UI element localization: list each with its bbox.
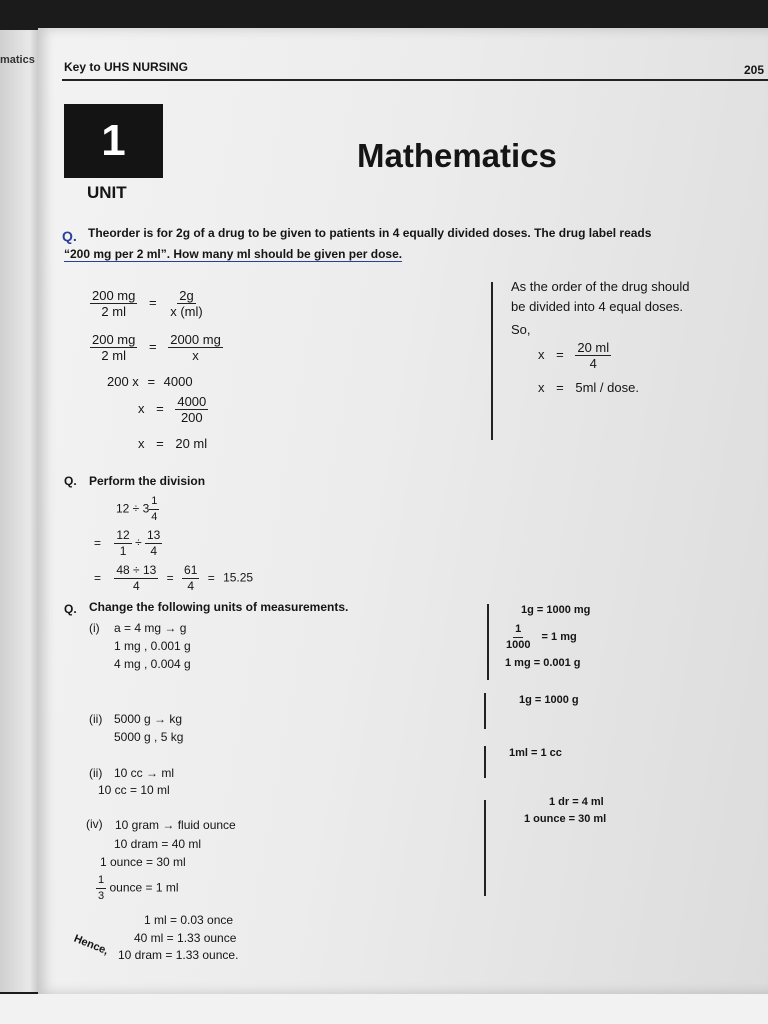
side-s2-rhs: = 1 mg bbox=[541, 631, 577, 644]
q1-alt-line2: be divided into 4 equal doses. bbox=[511, 299, 684, 314]
side-divider-1 bbox=[487, 604, 489, 680]
q3-i-label: (i) bbox=[89, 621, 100, 635]
left-page-fragment: matics bbox=[0, 54, 35, 66]
q3-ii-label: (ii) bbox=[89, 712, 103, 726]
q1-question-line1: Theorder is for 2g of a drug to be given to patients in 4 equally divided doses. The drug label reads bbox=[88, 226, 652, 240]
fraction-num: 200 mg bbox=[92, 332, 136, 347]
side-s1: 1g = 1000 mg bbox=[521, 604, 591, 616]
q1-eq2: $\frac{200 mg}{2 ml}$ = $\frac{2000 mg}{x}$ bbox=[92, 332, 221, 363]
fraction-den: x bbox=[192, 348, 199, 363]
q1-eq1: $\frac{200 mg}{2 ml}$ = $\frac{2g}{x (ml)}$ bbox=[92, 288, 203, 319]
q3-iv-line1: 10 gram → fluid ounce bbox=[115, 818, 236, 832]
q1-alt-line3: So, bbox=[511, 322, 531, 337]
unit-number-box: 1 bbox=[64, 104, 163, 178]
q3-iv-line4-row bbox=[96, 873, 179, 904]
fraction-num: 48 ÷ 13 bbox=[116, 563, 157, 577]
q1-eq5-lhs: x bbox=[138, 436, 145, 451]
q1-alt-result: 5ml / dose. bbox=[575, 380, 639, 395]
q2-marker: Q. bbox=[64, 474, 77, 488]
q1-eq5: x = 20 ml bbox=[138, 436, 208, 451]
fraction-den: 4 bbox=[150, 544, 158, 558]
q1-divider bbox=[491, 282, 493, 440]
side-s4: 1g = 1000 g bbox=[519, 694, 579, 706]
q2-l1-a: 12 ÷ 3 bbox=[116, 501, 150, 516]
book-title: Key to UHS NURSING bbox=[64, 60, 189, 74]
fraction-num: 61 bbox=[184, 563, 198, 577]
fraction-num: 1 bbox=[96, 873, 106, 889]
header-rule bbox=[62, 79, 768, 81]
left-page-edge bbox=[0, 30, 42, 992]
q1-alt-eq: x = $\frac{20 ml}{4}$ bbox=[538, 340, 610, 371]
q1-eq4: x = $\frac{4000}{200}$ bbox=[138, 394, 207, 425]
q3-ii-line2: 5000 g , 5 kg bbox=[114, 730, 184, 744]
q3-i-line2: 1 mg , 0.001 g bbox=[114, 639, 191, 653]
q1-alt-result-row: x = 5ml / dose. bbox=[538, 380, 639, 395]
fraction-num: 2000 mg bbox=[170, 332, 221, 347]
page-number: 205 bbox=[744, 63, 765, 77]
q2-line1 bbox=[116, 494, 159, 525]
fraction-num: 1 bbox=[149, 494, 159, 510]
fraction-den: 1 bbox=[119, 544, 127, 558]
fraction-den: 1000 bbox=[506, 639, 531, 651]
side-divider-3 bbox=[484, 746, 486, 778]
q3-iv-line4: ounce = 1 ml bbox=[109, 880, 179, 895]
q3-i-line3: 4 mg , 0.004 g bbox=[114, 657, 191, 671]
q2-l2-op: ÷ bbox=[135, 535, 142, 550]
q1-eq3-rhs: 4000 bbox=[163, 374, 193, 389]
q1-eq4-lhs: x bbox=[138, 400, 145, 416]
q3-iv-label: (iv) bbox=[86, 817, 103, 831]
side-s5: 1ml = 1 cc bbox=[509, 747, 562, 759]
q3-question: Change the following units of measurements. bbox=[89, 600, 349, 614]
q1-alt-line1: As the order of the drug should bbox=[511, 279, 690, 294]
q3-iii-label: (ii) bbox=[89, 766, 103, 780]
q1-question-line2: “200 mg per 2 ml”. How many ml should be given per dose. bbox=[64, 247, 403, 261]
q3-ii-line1: 5000 g → kg bbox=[114, 712, 183, 726]
q3-iv-r3: 10 dram = 1.33 ounce. bbox=[118, 948, 239, 962]
q2-result: 15.25 bbox=[223, 570, 254, 585]
q2-question: Perform the division bbox=[89, 474, 206, 488]
q3-i-line1: a = 4 mg → g bbox=[114, 621, 187, 635]
side-s7: 1 ounce = 30 ml bbox=[524, 813, 607, 825]
q1-marker: Q. bbox=[62, 228, 77, 244]
fraction-num: 13 bbox=[147, 528, 161, 542]
q1-alt-x2: x bbox=[538, 380, 545, 395]
fraction-den: 4 bbox=[151, 511, 158, 523]
unit-label: UNIT bbox=[87, 183, 127, 202]
side-divider-4 bbox=[484, 800, 486, 896]
fraction-num: 12 bbox=[116, 528, 130, 542]
fraction-den: 200 bbox=[180, 410, 203, 425]
q3-iii-line1: 10 cc → ml bbox=[114, 766, 175, 780]
fraction-num: 200 mg bbox=[92, 288, 136, 303]
fraction-den: 2 ml bbox=[101, 348, 126, 363]
q2-line2: = $\frac{12}{1}$ ÷ $\frac{13}{4}$ bbox=[94, 528, 161, 558]
side-s6: 1 dr = 4 ml bbox=[549, 796, 604, 808]
page-title: Mathematics bbox=[357, 137, 557, 174]
fraction-num: 20 ml bbox=[577, 340, 610, 355]
fraction-den: 4 bbox=[187, 579, 195, 593]
q3-marker: Q. bbox=[64, 602, 77, 616]
q2-line3: = $\frac{48 \div 13}{4}$ = $\frac{61}{4}$ = 15.25 bbox=[94, 563, 254, 593]
fraction-num: 2g bbox=[179, 288, 194, 303]
q3-iv-line2: 10 dram = 40 ml bbox=[114, 837, 202, 851]
fraction-den: 4 bbox=[589, 356, 597, 371]
fraction-den: 2 ml bbox=[101, 304, 126, 319]
hence-label: Hence, bbox=[72, 932, 111, 958]
fraction-num: 1 bbox=[513, 622, 523, 638]
q1-alt-x: x bbox=[538, 346, 545, 362]
q1-eq3-lhs: 200 x bbox=[107, 374, 139, 389]
q1-eq5-rhs: 20 ml bbox=[175, 436, 208, 451]
fraction-num: 4000 bbox=[177, 394, 207, 409]
side-s2-row bbox=[504, 622, 577, 653]
q3-iv-line3: 1 ounce = 30 ml bbox=[100, 855, 186, 869]
fraction-den: 3 bbox=[98, 890, 105, 902]
q1-eq3: 200 x = 4000 bbox=[107, 374, 193, 389]
q3-iii-line2: 10 cc = 10 ml bbox=[98, 783, 170, 797]
fraction-den: x (ml) bbox=[170, 304, 203, 319]
side-divider-2 bbox=[484, 693, 486, 729]
q3-iv-r2: 40 ml = 1.33 ounce bbox=[134, 931, 237, 945]
background-surface bbox=[0, 994, 768, 1024]
q3-iv-r1: 1 ml = 0.03 once bbox=[144, 913, 234, 927]
fraction-den: 4 bbox=[132, 579, 140, 593]
side-s3: 1 mg = 0.001 g bbox=[505, 657, 581, 669]
